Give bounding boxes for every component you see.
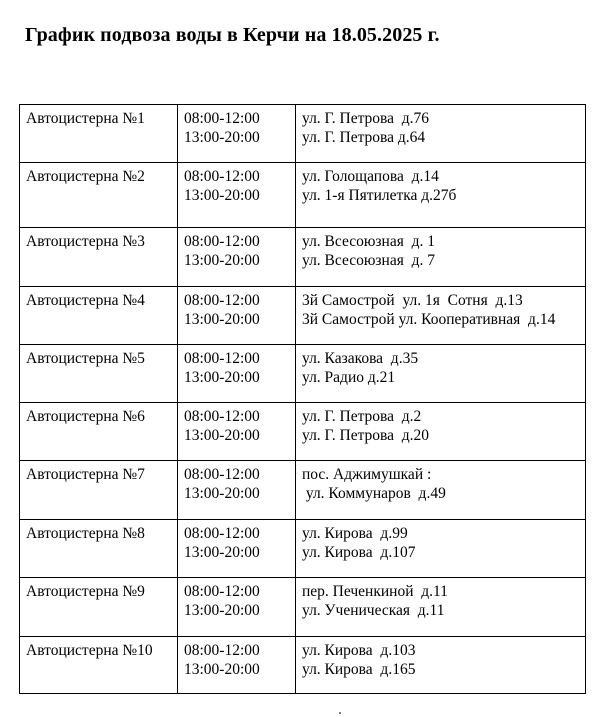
vehicle-name: Автоцистерна №2 <box>26 168 145 185</box>
address-cell <box>296 637 586 694</box>
address-1: пер. Печенкиной д.11 <box>302 583 448 600</box>
time-slot-2: 13:00-20:00 <box>184 252 260 269</box>
vehicle-name: Автоцистерна №6 <box>26 408 145 425</box>
table-row <box>20 403 586 461</box>
table-row <box>20 228 586 287</box>
time-cell <box>178 637 296 694</box>
address-2: ул. Всесоюзная д. 7 <box>302 252 435 269</box>
vehicle-cell <box>20 637 178 694</box>
time-slot-1: 08:00-12:00 <box>184 350 260 367</box>
time-slot-2: 13:00-20:00 <box>184 369 260 386</box>
table-row <box>20 105 586 163</box>
time-slot-1: 08:00-12:00 <box>184 583 260 600</box>
address-cell <box>296 163 586 228</box>
vehicle-name: Автоцистерна №1 <box>26 110 145 127</box>
water-schedule-table <box>19 104 586 694</box>
time-slot-2: 13:00-20:00 <box>184 485 260 502</box>
stray-mark <box>339 712 341 714</box>
page-title: График подвоза воды в Керчи на 18.05.2025 г. <box>25 24 440 46</box>
time-slot-2: 13:00-20:00 <box>184 602 260 619</box>
address-cell <box>296 520 586 578</box>
address-2: ул. Радио д.21 <box>302 369 396 386</box>
time-cell <box>178 461 296 520</box>
address-cell <box>296 403 586 461</box>
address-2: ул. Коммунаров д.49 <box>302 485 446 502</box>
address-1: ул. Кирова д.103 <box>302 642 416 659</box>
time-slot-1: 08:00-12:00 <box>184 408 260 425</box>
time-slot-2: 13:00-20:00 <box>184 427 260 444</box>
time-cell <box>178 578 296 637</box>
address-1: ул. Голощапова д.14 <box>302 168 439 185</box>
address-1: ул. Г. Петрова д.76 <box>302 110 430 127</box>
address-cell <box>296 228 586 287</box>
table-row <box>20 345 586 403</box>
time-slot-2: 13:00-20:00 <box>184 129 260 146</box>
address-2: ул. 1-я Пятилетка д.27б <box>302 187 457 204</box>
address-2: ул. Кирова д.107 <box>302 544 416 561</box>
address-2: ул. Г. Петрова д.64 <box>302 129 426 146</box>
table-row <box>20 637 586 694</box>
address-2: ул. Г. Петрова д.20 <box>302 427 430 444</box>
vehicle-cell <box>20 461 178 520</box>
address-2: ул. Ученическая д.11 <box>302 602 445 619</box>
time-slot-1: 08:00-12:00 <box>184 466 260 483</box>
vehicle-name: Автоцистерна №3 <box>26 233 145 250</box>
address-1: пос. Аджимушкай : <box>302 466 432 483</box>
time-cell <box>178 345 296 403</box>
vehicle-cell <box>20 228 178 287</box>
time-slot-1: 08:00-12:00 <box>184 168 260 185</box>
vehicle-cell <box>20 105 178 163</box>
address-1: ул. Всесоюзная д. 1 <box>302 233 435 250</box>
time-slot-1: 08:00-12:00 <box>184 110 260 127</box>
vehicle-cell <box>20 163 178 228</box>
address-1: ул. Казакова д.35 <box>302 350 419 367</box>
time-slot-2: 13:00-20:00 <box>184 544 260 561</box>
address-cell <box>296 105 586 163</box>
address-2: ул. Кирова д.165 <box>302 661 416 678</box>
schedule-table-body <box>20 105 586 694</box>
table-row <box>20 163 586 228</box>
address-1: ул. Г. Петрова д.2 <box>302 408 422 425</box>
time-slot-1: 08:00-12:00 <box>184 525 260 542</box>
time-slot-2: 13:00-20:00 <box>184 311 260 328</box>
address-2: 3й Самострой ул. Кооперативная д.14 <box>302 311 556 328</box>
time-cell <box>178 520 296 578</box>
time-slot-2: 13:00-20:00 <box>184 661 260 678</box>
time-slot-1: 08:00-12:00 <box>184 233 260 250</box>
address-cell <box>296 287 586 345</box>
vehicle-name: Автоцистерна №9 <box>26 583 145 600</box>
address-1: ул. Кирова д.99 <box>302 525 408 542</box>
table-row <box>20 578 586 637</box>
vehicle-name: Автоцистерна №8 <box>26 525 145 542</box>
address-1: 3й Самострой ул. 1я Сотня д.13 <box>302 292 523 309</box>
time-cell <box>178 403 296 461</box>
address-cell <box>296 345 586 403</box>
vehicle-name: Автоцистерна №7 <box>26 466 145 483</box>
vehicle-cell <box>20 345 178 403</box>
time-cell <box>178 287 296 345</box>
time-cell <box>178 228 296 287</box>
address-cell <box>296 578 586 637</box>
table-row <box>20 461 586 520</box>
time-cell <box>178 163 296 228</box>
vehicle-name: Автоцистерна №5 <box>26 350 145 367</box>
vehicle-cell <box>20 520 178 578</box>
vehicle-name: Автоцистерна №4 <box>26 292 145 309</box>
time-slot-1: 08:00-12:00 <box>184 292 260 309</box>
vehicle-cell <box>20 287 178 345</box>
vehicle-name: Автоцистерна №10 <box>26 642 153 659</box>
time-slot-1: 08:00-12:00 <box>184 642 260 659</box>
time-slot-2: 13:00-20:00 <box>184 187 260 204</box>
table-row <box>20 520 586 578</box>
address-cell <box>296 461 586 520</box>
vehicle-cell <box>20 578 178 637</box>
time-cell <box>178 105 296 163</box>
vehicle-cell <box>20 403 178 461</box>
table-row <box>20 287 586 345</box>
